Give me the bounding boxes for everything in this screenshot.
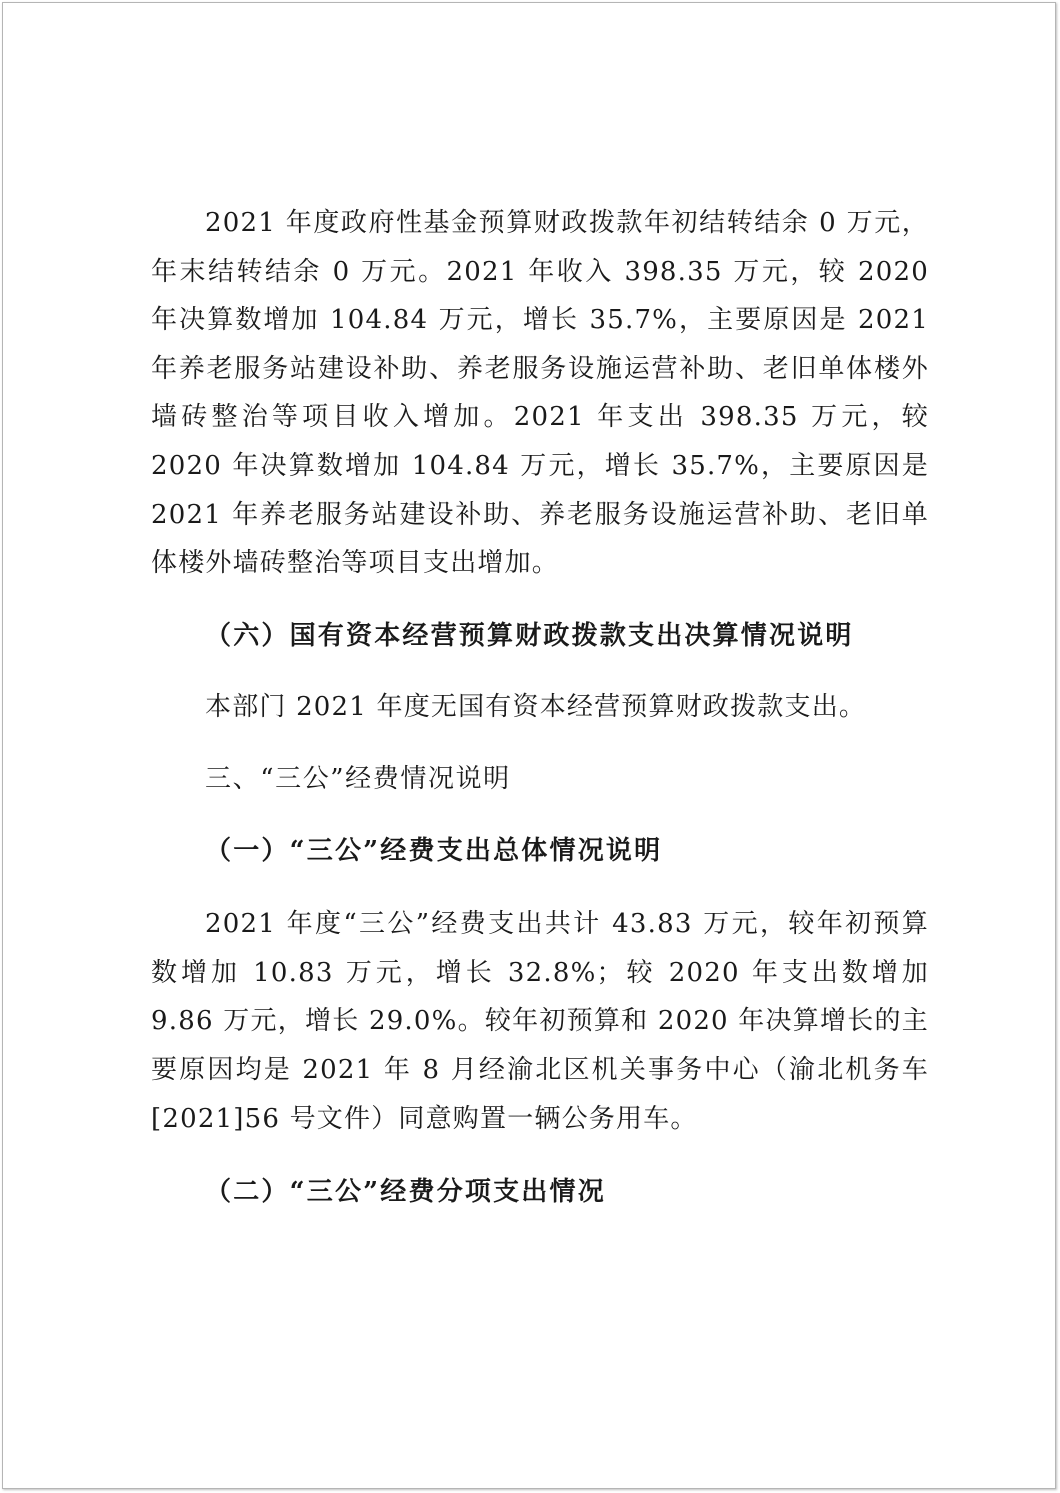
spacer — [151, 660, 929, 683]
spacer — [151, 804, 929, 827]
spacer — [151, 732, 929, 755]
spacer — [151, 588, 929, 612]
overall-heading: （一）“三公”经费支出总体情况说明 — [205, 835, 663, 866]
three-public-heading: 三、“三公”经费情况说明 — [205, 763, 511, 794]
spacer — [151, 875, 929, 900]
spacer — [151, 1143, 929, 1168]
state-capital-heading: （六）国有资本经营预算财政拨款支出决算情况说明 — [205, 620, 854, 651]
document-page — [2, 2, 1056, 1489]
overall-paragraph: 2021 年度“三公”经费支出共计 43.83 万元，较年初预算数增加 10.83 万元，增长 32.8%；较 2020 年支出数增加 9.86 万元，增长 29.0%。较年初预算和 2020 年决算增长的主要原因均是 2021 年 8 月经渝北区机关事务中心（渝北机务车[2021]56 号文件）同意购置一辆公务用车。 — [151, 909, 929, 1134]
document-body — [151, 199, 929, 1217]
state-capital-paragraph: 本部门 2021 年度无国有资本经营预算财政拨款支出。 — [205, 692, 867, 723]
itemized-heading: （二）“三公”经费分项支出情况 — [205, 1177, 606, 1208]
fund-budget-paragraph: 2021 年度政府性基金预算财政拨款年初结转结余 0 万元，年末结转结余 0 万元。2021 年收入 398.35 万元，较 2020 年决算数增加 104.84 万元，增长 35.7%，主要原因是 2021 年养老服务站建设补助、养老服务设施运营补助、老旧单体楼外墙砖整治等项目收入增加。2021 年支出 398.35 万元，较 2020 年决算数增加 104.84 万元，增长 35.7%，主要原因是 2021 年养老服务站建设补助、养老服务设施运营补助、老旧单体楼外墙砖整治等项目支出增加。 — [151, 208, 929, 579]
